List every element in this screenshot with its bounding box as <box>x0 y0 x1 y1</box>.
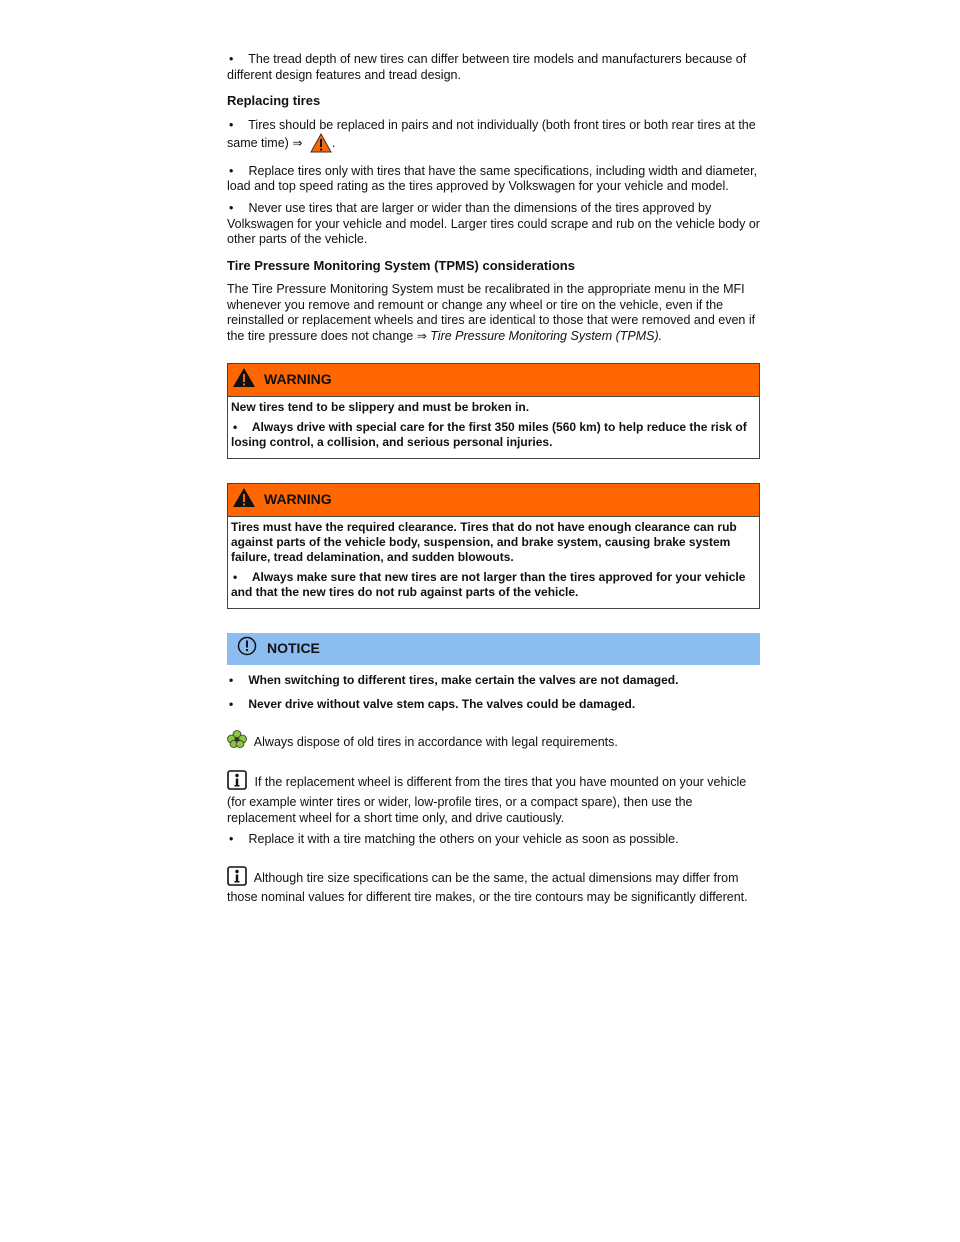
replacing-tires-heading: Replacing tires <box>227 93 321 109</box>
notice-exclamation-icon <box>237 636 257 661</box>
info-note-1 <box>227 770 760 826</box>
list-item: • When switching to different tires, make certain the valves are not damaged. <box>229 672 679 687</box>
warning-box-2 <box>227 483 760 609</box>
info-note-2 <box>227 866 760 906</box>
list-item: • Always make sure that new tires are not larger than the tires approved for your vehicle and that the new tires do not rub against parts of the vehicle. <box>231 569 746 599</box>
warning-bullet: Always make sure that new tires are not larger than the tires approved for your vehicle and that the new tires do not rub against parts of the vehicle. <box>231 569 746 599</box>
tpms-link[interactable]: Tire Pressure Monitoring System (TPMS). <box>430 329 663 343</box>
info-note-1-bullet: Replace it with a tire matching the others on your vehicle as soon as possible. <box>248 832 679 847</box>
warning-box-1 <box>227 363 760 459</box>
warning-bullet: Always drive with special care for the first 350 miles (560 km) to help reduce the risk of losing control, a collision, and serious personal injuries. <box>231 419 747 449</box>
warning-triangle-icon[interactable] <box>310 133 332 158</box>
replacing-bullet-3: Never use tires that are larger or wider than the dimensions of the tires approved by Volkswagen for your vehicle and model. Larger tires could scrape and rub on the vehicle body or other parts of the vehicle. <box>227 201 760 247</box>
tpms-paragraph: The Tire Pressure Monitoring System must be recalibrated in the appropriate menu in the MFI whenever you remove and remount or change any wheel or tire on the vehicle, even if the reinstalled or replacement wheels and tires are identical to those that were removed and even if the tire pressure does not change ⇒ Tire Pressure Monitoring System (TPMS). <box>227 282 756 343</box>
notice-bullet-1: When switching to different tires, make certain the valves are not damaged. <box>248 672 679 687</box>
replacing-bullet-1: Tires should be replaced in pairs and not individually (both front tires or both rear tires at the same time) <box>227 117 756 151</box>
replacing-bullet-2: Replace tires only with tires that have the same specifications, including width and diameter, load and top speed rating as the tires approved by Volkswagen for your vehicle and model. <box>227 163 758 194</box>
document-page <box>227 52 760 912</box>
list-item: • Always drive with special care for the first 350 miles (560 km) to help reduce the risk of losing control, a collision, and serious personal injuries. <box>231 419 747 449</box>
list-item: • Replace it with a tire matching the others on your vehicle as soon as possible. <box>229 832 679 847</box>
eco-note-text: Always dispose of old tires in accordance with legal requirements. <box>253 734 618 749</box>
warning-header <box>228 364 759 397</box>
intro-bullet-text: The tread depth of new tires can differ between tire models and manufacturers because of different design features and tread design. <box>227 52 747 82</box>
info-note-2-text: Although tire size specifications can be the same, the actual dimensions may differ from those nominal values for different tire makes, or the tire contours may be significantly different. <box>227 870 748 905</box>
warning-label: WARNING <box>264 370 332 387</box>
info-icon <box>227 770 247 795</box>
warning-header <box>228 484 759 517</box>
notice-label: NOTICE <box>267 639 320 656</box>
warning-triangle-icon <box>232 487 256 513</box>
warning-lead: New tires tend to be slippery and must be broken in. <box>231 399 530 414</box>
notice-bullet-2: Never drive without valve stem caps. The valves could be damaged. <box>248 696 636 711</box>
eco-flower-icon <box>227 730 247 753</box>
info-note-1-text: If the replacement wheel is different from the tires that you have mounted on your vehicle (for example winter tires or wider, low-profile tires, or a compact spare), then use the replacement wheel for a short time only, and drive cautiously. <box>227 775 747 825</box>
list-item: • The tread depth of new tires can differ between tire models and manufacturers because of different design features and tread design. <box>227 52 747 82</box>
list-item: • Replace tires only with tires that have the same specifications, including width and diameter, load and top speed rating as the tires approved by Volkswagen for your vehicle and model. <box>227 163 758 194</box>
warning-label: WARNING <box>264 490 332 507</box>
list-item: • Never use tires that are larger or wider than the dimensions of the tires approved by Volkswagen for your vehicle and model. Larger tires could scrape and rub on the vehicle body or other parts of the vehicle. <box>227 201 760 247</box>
reference-arrow: ⇒ <box>416 329 427 343</box>
tpms-heading: Tire Pressure Monitoring System (TPMS) considerations <box>227 257 575 273</box>
warning-body <box>228 397 759 458</box>
info-icon <box>227 866 247 891</box>
list-item: • Never drive without valve stem caps. The valves could be damaged. <box>229 696 636 711</box>
warning-triangle-icon <box>232 367 256 393</box>
reference-arrow: ⇒ <box>292 136 303 151</box>
notice-header <box>227 633 760 665</box>
list-item: • Tires should be replaced in pairs and not individually (both front tires or both rear tires at the same time) ⇒ . <box>227 118 760 158</box>
warning-lead: Tires must have the required clearance. Tires that do not have enough clearance can rub against parts of the vehicle body, suspension, and brake system, causing brake system failure, tread delamination, and sudden blowouts. <box>231 519 737 564</box>
eco-note <box>227 730 760 753</box>
notice-body <box>227 665 760 712</box>
warning-body <box>228 517 759 608</box>
